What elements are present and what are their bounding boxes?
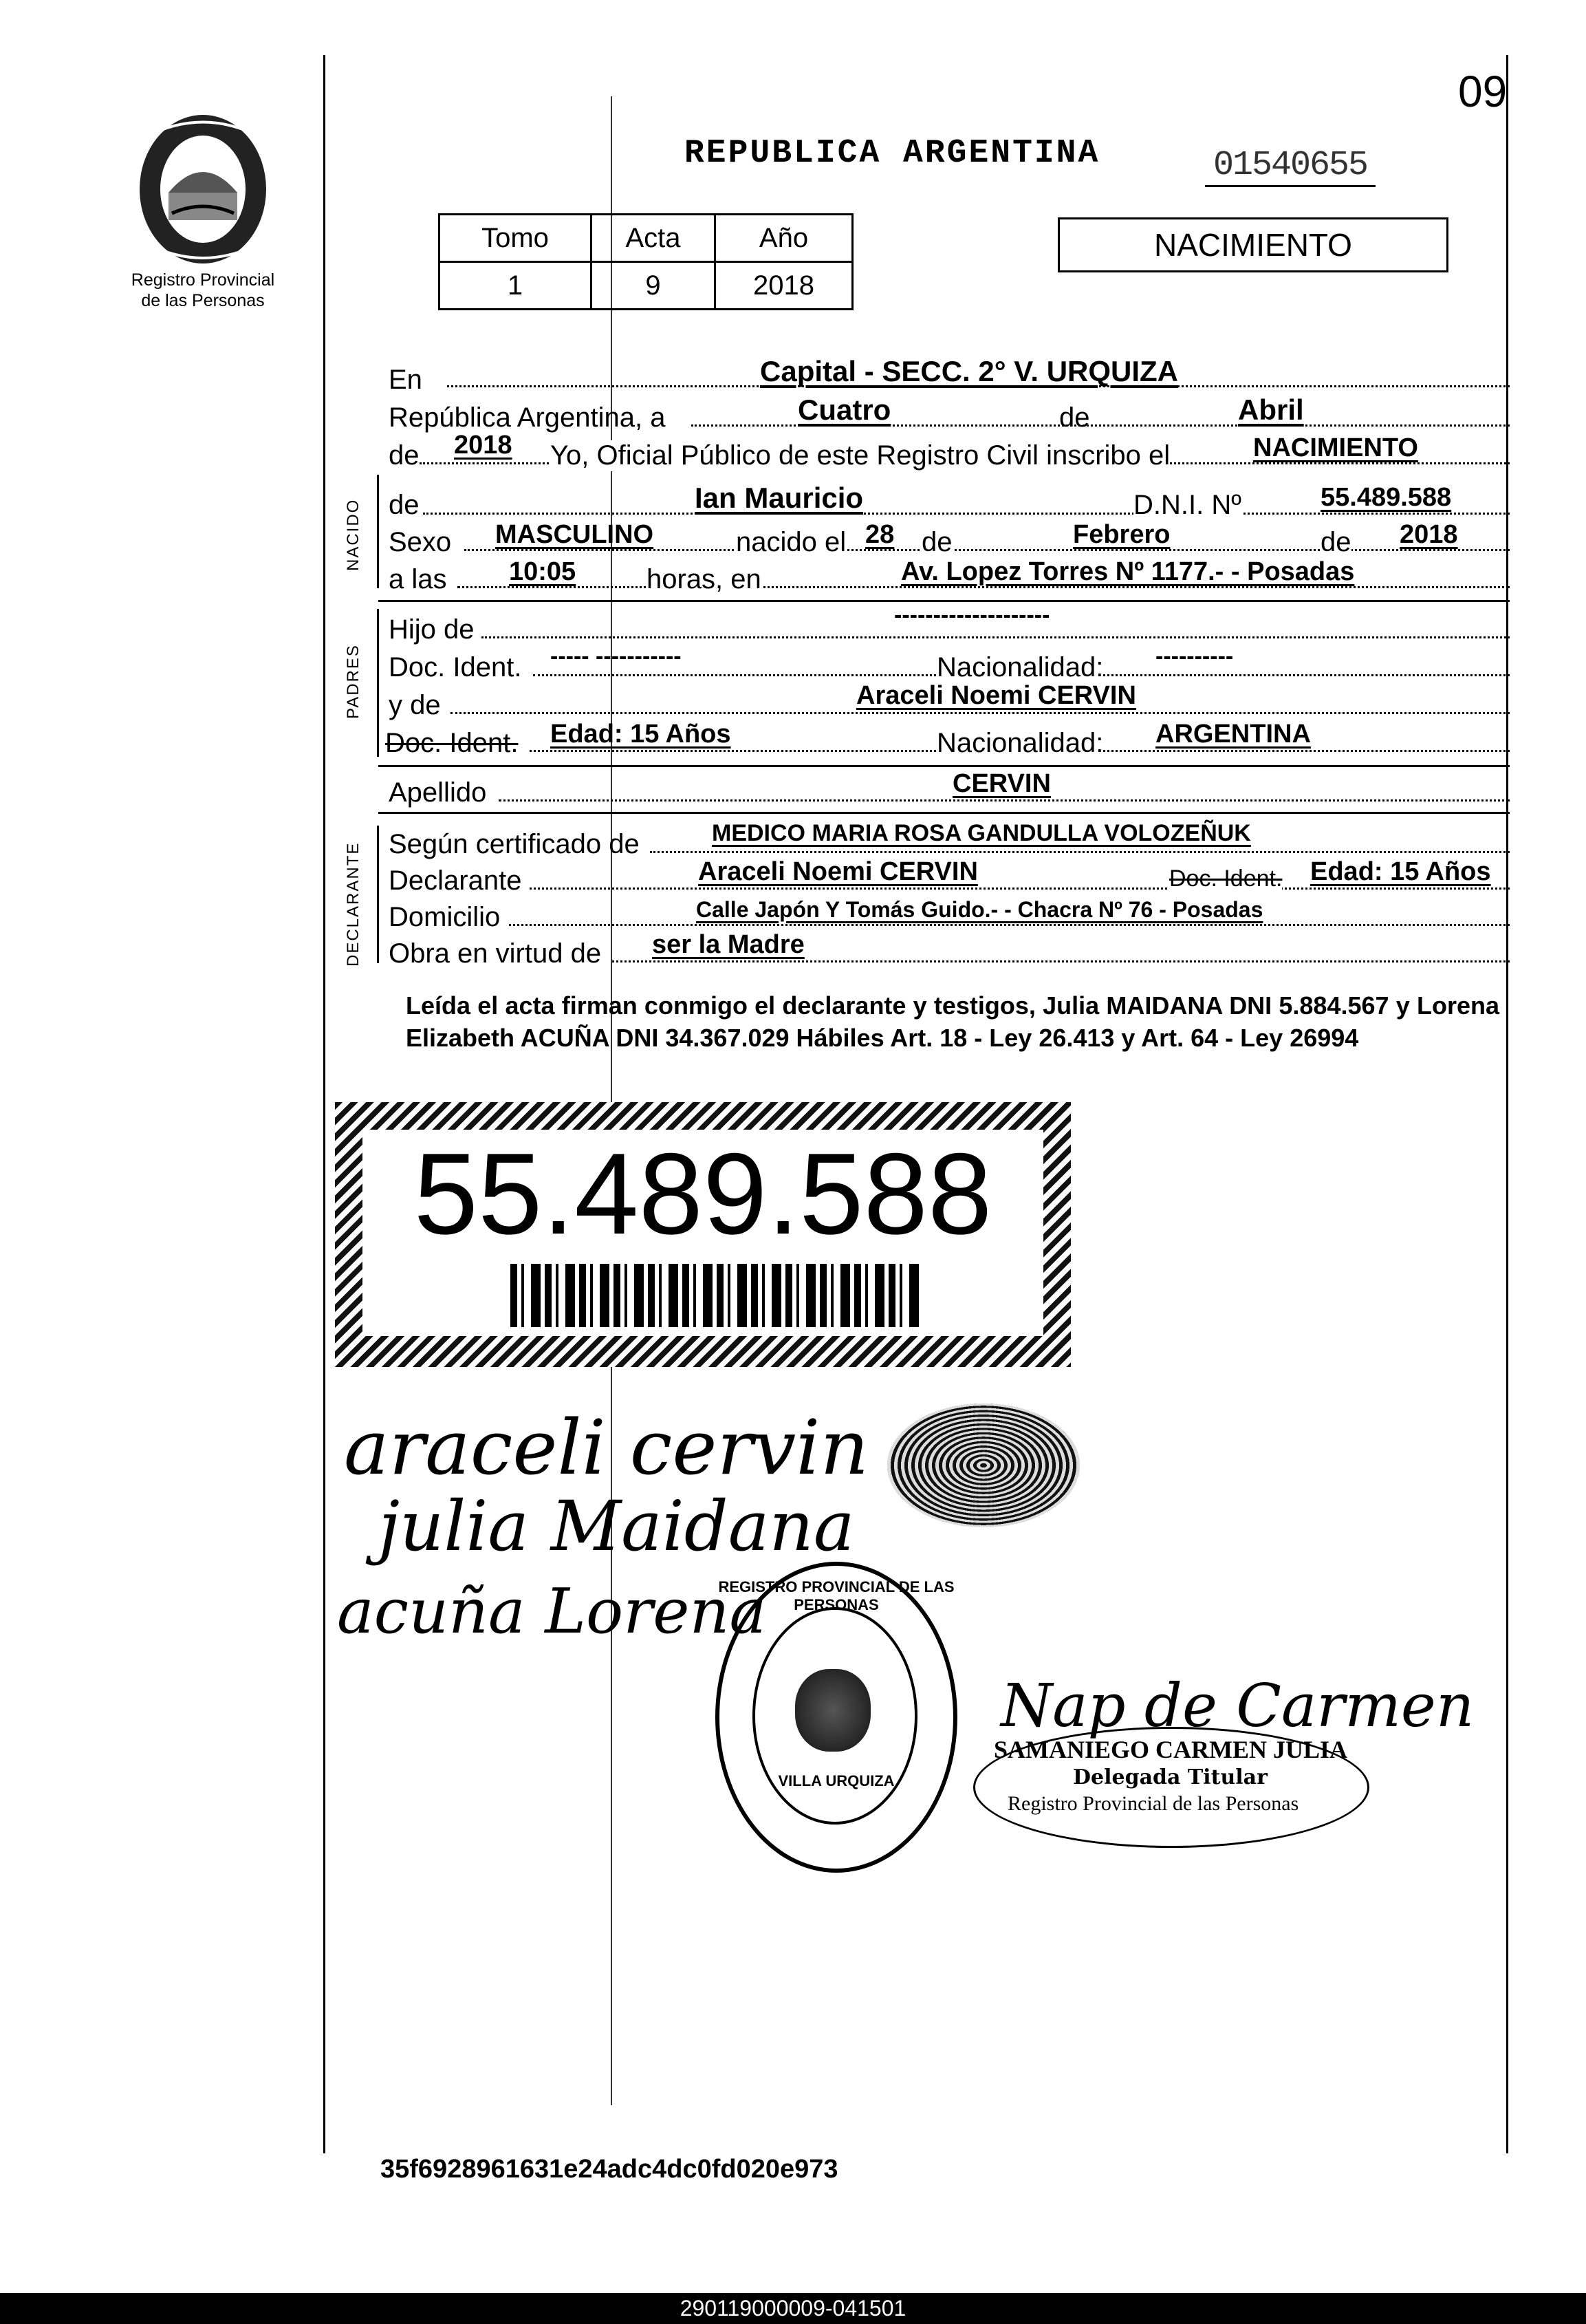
fold-line (611, 96, 612, 2105)
nacido-side-label: NACIDO (344, 498, 362, 571)
mother-age: Edad: 15 Años (550, 720, 731, 749)
country-label: República Argentina, a (389, 402, 666, 433)
province-logo (131, 110, 275, 268)
country-title: REPUBLICA ARGENTINA (684, 135, 1100, 172)
dni-value: 55.489.588 (1321, 483, 1452, 512)
de-label: de (1059, 402, 1090, 433)
table-value-acta: 9 (590, 261, 716, 310)
sexo-value: MASCULINO (495, 520, 654, 549)
table-value-ano: 2018 (714, 261, 854, 310)
birth-de-label: de (922, 527, 953, 557)
father-dots (481, 636, 1510, 638)
padres-side-label: PADRES (344, 644, 362, 719)
nacido-el-label: nacido el (736, 527, 847, 557)
registry-line1: Registro Provincial (131, 270, 275, 290)
apellido-rule (378, 812, 1510, 814)
padres-bar (377, 609, 379, 757)
decl-dots (530, 887, 1510, 890)
birth-de3-label: de (1321, 527, 1351, 557)
alas-label: a las (389, 564, 447, 594)
page-number: 09 (1458, 67, 1508, 116)
signature-acuna: acuña Lorena (337, 1575, 767, 1648)
table-header-tomo: Tomo (438, 213, 592, 263)
right-margin-line (1506, 55, 1508, 2153)
padres-rule (378, 765, 1510, 767)
name-dots (423, 513, 1510, 515)
father-value: -------------------- (894, 602, 1050, 628)
apellido-value: CERVIN (953, 769, 1051, 798)
dom-label: Domicilio (389, 902, 501, 932)
father-nationality: ---------- (1155, 643, 1234, 669)
official-role: Delegada Titular (1073, 1765, 1268, 1789)
decl-doc-label: Doc. Ident. (1169, 865, 1283, 892)
left-margin-line (323, 55, 325, 2153)
sexo-label: Sexo (389, 527, 452, 557)
dni-sticker (335, 1102, 1071, 1367)
nacido-bar (377, 475, 379, 588)
table-value-tomo: 1 (438, 261, 592, 310)
en-label: En (389, 365, 422, 395)
seal-text: REGISTRO PROVINCIAL DE LAS PERSONAS (718, 1578, 955, 1613)
apellido-dots (499, 799, 1510, 801)
decl-age: Edad: 15 Años (1310, 857, 1491, 886)
decl-value: Araceli Noemi CERVIN (698, 857, 978, 886)
decl-label: Declarante (389, 865, 522, 896)
barcode (510, 1264, 923, 1327)
event-value: NACIMIENTO (1253, 433, 1418, 462)
footer-bar (0, 2293, 1586, 2324)
day-value: Cuatro (798, 394, 891, 426)
fingerprint (887, 1403, 1080, 1527)
hijo-label: Hijo de (389, 614, 475, 645)
mother-doc-label: Doc. Ident. (385, 728, 519, 758)
official-name: SAMANIEGO CARMEN JULIA (994, 1736, 1348, 1763)
dni-label: D.N.I. Nº (1133, 490, 1241, 520)
registry-seal (715, 1562, 957, 1873)
de2-label: de (389, 440, 420, 471)
obra-label: Obra en virtud de (389, 938, 602, 969)
mother-dots (450, 712, 1510, 714)
obra-value: ser la Madre (652, 930, 805, 959)
dom-value: Calle Japón Y Tomás Guido.- - Chacra Nº 76 - Posadas (696, 897, 1263, 922)
cert-dots (650, 851, 1510, 853)
registry-name (103, 270, 303, 311)
birth-year: 2018 (1400, 520, 1458, 549)
record-type-box: NACIMIENTO (1058, 217, 1448, 272)
mother-nationality: ARGENTINA (1155, 720, 1311, 749)
official-org: Registro Provincial de las Personas (1008, 1792, 1299, 1815)
province-shield-icon (131, 110, 275, 268)
month-value: Abril (1238, 394, 1304, 426)
official-signature: Nap de Carmen (1001, 1672, 1475, 1741)
father-doc: ----- ----------- (550, 643, 682, 669)
birth-place: Av. Lopez Torres Nº 1177.- - Posadas (901, 557, 1355, 586)
table-header-ano: Año (714, 213, 854, 263)
seal-inner-text: VILLA URQUIZA (778, 1772, 895, 1789)
nacionalidad-label: Nacionalidad: (937, 652, 1104, 682)
declarante-side-label: DECLARANTE (344, 841, 362, 967)
registry-line2: de las Personas (141, 291, 265, 310)
nacido-de-label: de (389, 490, 420, 520)
cert-value: MEDICO MARIA ROSA GANDULLA VOLOZEÑUK (712, 820, 1251, 846)
dni-sticker-inner (362, 1130, 1043, 1336)
nacionalidad2-label: Nacionalidad: (937, 728, 1104, 758)
footer-code: 290119000009-041501 (680, 2296, 906, 2321)
doc-label: Doc. Ident. (389, 652, 522, 682)
horas-label: horas, en (647, 564, 761, 594)
signature-araceli: araceli cervin (344, 1403, 869, 1492)
official-text: Yo, Oficial Público de este Registro Civil inscribo el (550, 440, 1171, 471)
child-name: Ian Mauricio (695, 482, 864, 514)
birth-time: 10:05 (509, 557, 576, 586)
document-hash: 35f6928961631e24adc4dc0fd020e973 (380, 2155, 838, 2184)
serial-number: 01540655 (1205, 146, 1376, 187)
seal-emblem (795, 1669, 871, 1752)
birth-month: Febrero (1073, 520, 1171, 549)
birth-day: 28 (865, 520, 895, 549)
cert-label: Según certificado de (389, 829, 640, 859)
year-value: 2018 (454, 431, 512, 460)
dni-sticker-number: 55.489.588 (413, 1129, 992, 1258)
apellido-label: Apellido (389, 777, 487, 808)
mother-name: Araceli Noemi CERVIN (856, 681, 1136, 710)
declarante-bar (377, 826, 379, 963)
signature-julia: julia Maidana (378, 1486, 855, 1567)
table-header-acta: Acta (590, 213, 716, 263)
place-value: Capital - SECC. 2° V. URQUIZA (760, 355, 1179, 387)
closing-paragraph: Leída el acta firman conmigo el declarante y testigos, Julia MAIDANA DNI 5.884.567 y Lorena Elizabeth ACUÑA DNI 34.367.029 Hábiles Art. 18 - Ley 26.413 y Art. 64 - Ley 26994 (406, 991, 1499, 1052)
dom-dots (509, 924, 1510, 926)
yde-label: y de (389, 690, 441, 720)
obra-dots (612, 960, 1510, 962)
